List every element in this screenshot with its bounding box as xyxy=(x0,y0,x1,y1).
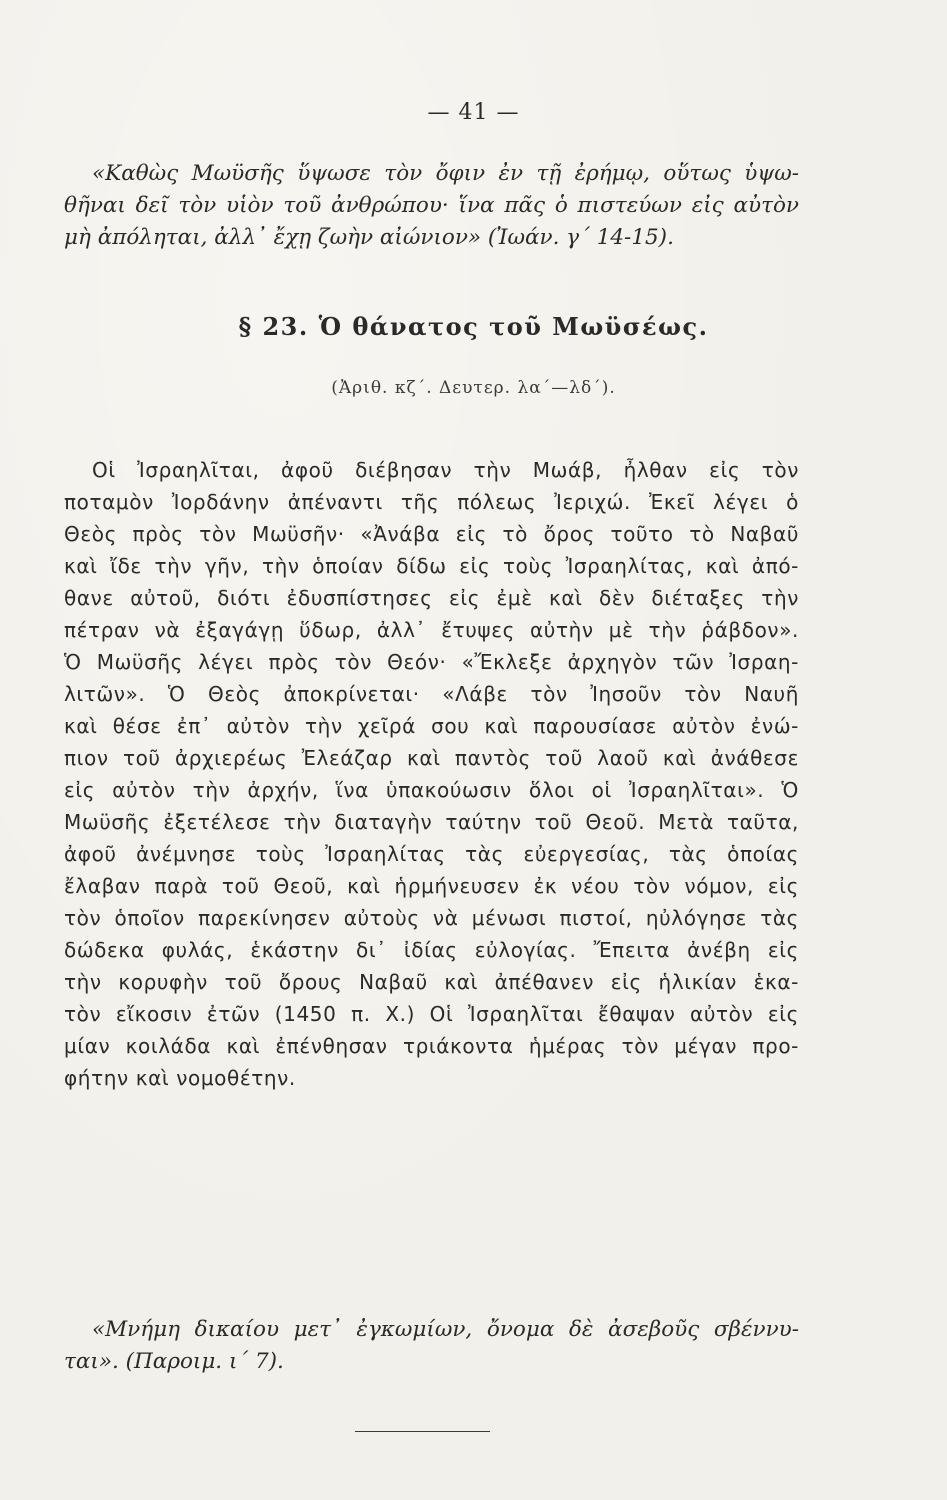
quote-line: «Μνήμη δικαίου μετ᾽ ἐγκωμίων, ὄνομα δὲ ἀσεβοῦς σβέννυ- xyxy=(92,1317,799,1342)
body-line: Ὁ Μωϋσῆς λέγει πρὸς τὸν Θεόν· «Ἔκλεξε ἀρχηγὸν τῶν Ἰσραη- xyxy=(64,650,799,674)
end-rule xyxy=(355,1431,490,1432)
body-line: ἀφοῦ ἀνέμνησε τοὺς Ἰσραηλίτας τὰς εὐεργεσίας, τὰς ὁποίας xyxy=(64,842,799,866)
body-line: λιτῶν». Ὁ Θεὸς ἀποκρίνεται· «Λάβε τὸν Ἰησοῦν τὸν Ναυῆ xyxy=(64,682,799,706)
body-line: Θεὸς πρὸς τὸν Μωϋσῆν· «Ἀνάβα εἰς τὸ ὄρος τοῦτο τὸ Ναβαῦ xyxy=(64,522,799,546)
body-line: θανε αὐτοῦ, διότι ἐδυσπίστησες εἰς ἐμὲ καὶ δὲν διέταξες τὴν xyxy=(64,586,799,610)
body-line: φήτην καὶ νομοθέτην. xyxy=(64,1066,296,1090)
body-line: πιον τοῦ ἀρχιερέως Ἐλεάζαρ καὶ παντὸς τοῦ λαοῦ καὶ ἀνάθεσε xyxy=(64,746,799,770)
section-heading: § 23. Ὁ θάνατος τοῦ Μωϋσέως. xyxy=(238,312,709,341)
body-line: μίαν κοιλάδα καὶ ἐπένθησαν τριάκοντα ἡμέρας τὸν μέγαν προ- xyxy=(64,1034,799,1058)
body-line: ἔλαβαν παρὰ τοῦ Θεοῦ, καὶ ἡρμήνευσεν ἐκ νέου τὸν νόμον, εἰς xyxy=(64,874,799,898)
quote-line: «Καθὼς Μωϋσῆς ὕψωσε τὸν ὄφιν ἐν τῇ ἐρήμῳ, οὕτως ὑψω- xyxy=(92,161,799,186)
section-reference: (Ἀριθ. κζ΄. Δευτερ. λα΄—λδ΄). xyxy=(331,378,616,398)
quote-line: ται». (Παροιμ. ι΄ 7). xyxy=(64,1349,284,1374)
page-number: — 41 — xyxy=(427,100,520,125)
body-line: πέτραν νὰ ἐξαγάγῃ ὕδωρ, ἀλλ᾽ ἔτυψες αὐτὴν μὲ τὴν ῥάβδον». xyxy=(64,618,799,642)
body-line: τὴν κορυφὴν τοῦ ὄρους Ναβαῦ καὶ ἀπέθανεν εἰς ἡλικίαν ἑκα- xyxy=(64,970,799,994)
closing-quote xyxy=(64,1314,799,1378)
body-line: δώδεκα φυλάς, ἑκάστην δι᾽ ἰδίας εὐλογίας. Ἔπειτα ἀνέβη εἰς xyxy=(64,938,799,962)
body-line: Οἱ Ἰσραηλῖται, ἀφοῦ διέβησαν τὴν Μωάβ, ἦλθαν εἰς τὸν xyxy=(92,458,799,482)
body-line: τὸν εἴκοσιν ἐτῶν (1450 π. Χ.) Οἱ Ἰσραηλῖται ἔθαψαν αὐτὸν εἰς xyxy=(64,1002,799,1026)
body-line: Μωϋσῆς ἐξετέλεσε τὴν διαταγὴν ταύτην τοῦ Θεοῦ. Μετὰ ταῦτα, xyxy=(64,810,799,834)
body-paragraph xyxy=(64,454,799,1094)
body-line: καὶ ἴδε τὴν γῆν, τὴν ὁποίαν δίδω εἰς τοὺς Ἰσραηλίτας, καὶ ἀπό- xyxy=(64,554,799,578)
body-line: ποταμὸν Ἰορδάνην ἀπέναντι τῆς πόλεως Ἰεριχώ. Ἐκεῖ λέγει ὁ xyxy=(64,490,799,514)
body-line: καὶ θέσε ἐπ᾽ αὐτὸν τὴν χεῖρά σου καὶ παρουσίασε αὐτὸν ἐνώ- xyxy=(64,714,799,738)
quote-line: μὴ ἀπόληται, ἀλλ᾽ ἔχῃ ζωὴν αἰώνιον» (Ἰωάν. γ΄ 14-15). xyxy=(64,225,674,250)
body-line: τὸν ὁποῖον παρεκίνησεν αὐτοὺς νὰ μένωσι πιστοί, ηὐλόγησε τὰς xyxy=(64,906,799,930)
opening-quote xyxy=(64,158,799,254)
quote-line: θῆναι δεῖ τὸν υἱὸν τοῦ ἀνθρώπου· ἵνα πᾶς ὁ πιστεύων εἰς αὐτὸν xyxy=(64,193,799,218)
body-line: εἰς αὐτὸν τὴν ἀρχήν, ἵνα ὑπακούωσιν ὅλοι οἱ Ἰσραηλῖται». Ὁ xyxy=(64,778,799,802)
